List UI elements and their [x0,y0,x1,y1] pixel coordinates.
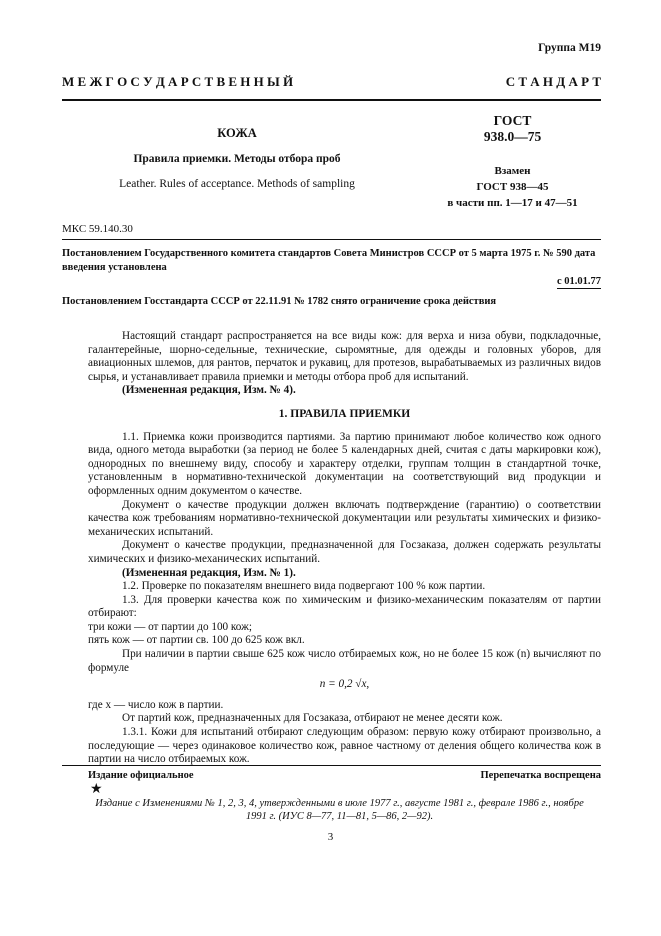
clause-1-3-1: 1.3.1. Кожи для испытаний отбирают следующим образом: первую кожу отбирают произвольно, а последующие — через одинаковое количество кож, равное частному от деления общего количества кож в партии на число отбираемых кож. [88,726,601,766]
sample-formula: n = 0,2 √x, [319,678,370,691]
clause-1-1-state-order: Документ о качестве продукции, предназначенной для Госзаказа, должен содержать результаты химических и физико-механических испытаний. [88,539,601,565]
intro-paragraph: Настоящий стандарт распространяется на все виды кож: для верха и низа обуви, подкладочные, галантерейные, шорно-седельные, технические, сыромятные, для одежды и головных уборов, для авиационных шлемов, для рантов, перчаток и рукавиц, для протезов, вырабатываемых из различных видов сырья, и устанавливает правила приемки и методы отбора проб для испытаний. [88,330,601,383]
star-icon: ★ [90,782,103,797]
amendment-note-4: (Измененная редакция, Изм. № 4). [122,384,296,397]
mks-code: МКС 59.140.30 [62,223,133,235]
gost-designation [425,113,600,145]
clause-1-3-formula-intro: При наличии в партии свыше 625 кож число отбираемых кож, но не более 15 кож (n) вычисляют по формуле [88,648,601,674]
group-code: Группа М19 [538,42,601,54]
clause-1-3: 1.3. Для проверки качества кож по химическим и физико-механическим показателям от партии отбирают: [88,593,601,620]
gost-number: 938.0—75 [483,129,542,144]
gost-label: ГОСТ [493,113,532,128]
banner-word-interstate: М Е Ж Г О С У Д А Р С Т В Е Н Н Ы Й [62,74,294,89]
amendment-note-1: (Измененная редакция, Изм. № 1). [122,566,296,579]
official-edition-label: Издание официальное [88,770,194,781]
footer-rule [62,765,601,766]
decree-term-removal: Постановлением Госстандарта СССР от 22.11.91 № 1782 снято ограничение срока действия [62,296,497,307]
replace-label: Взамен [494,165,531,177]
meta-rule [62,239,601,240]
clause-1-3-state-order: От партий кож, предназначенных для Госзаказа, отбирают не менее десяти кож. [122,712,503,725]
document-subtitle-ru: Правила приемки. Методы отбора проб [133,153,341,165]
section-heading: 1. ПРАВИЛА ПРИЕМКИ [278,407,411,420]
clause-1-2: 1.2. Проверке по показателям внешнего вида подвергают 100 % кож партии. [122,580,486,593]
decree-introduction: Постановлением Государственного комитета стандартов Совета Министров СССР от 5 марта 1975 г. № 590 дата введения установлена [62,248,596,273]
clause-1-1: 1.1. Приемка кожи производится партиями. За партию принимают любое количество кож одного вида, одного метода выработки (за период не более 5 календарных дней, считая с даты маркировки кож), однородных по внешнему виду, способу и характеру отделки, группам толщин в стандартной точке, установленным в нормативно-технической документации на соответствующий вид продукции и оформленных одним документом о качестве. [88,430,601,497]
replace-gost: ГОСТ 938—45 [476,181,549,193]
page-number: 3 [327,831,334,843]
document-body [88,330,601,767]
clause-1-3-item-a: три кожи — от партии до 100 кож; [88,620,252,633]
reprint-prohibited-label: Перепечатка воспрещена [480,770,601,781]
banner-word-standard: С Т А Н Д А Р Т [505,74,601,89]
document-subtitle-en: Leather. Rules of acceptance. Methods of sampling [119,178,355,190]
header-rule [62,99,601,101]
replacement-info [425,163,600,211]
edition-changes-note: Издание с Изменениями № 1, 2, 3, 4, утвержденными в июле 1977 г., августе 1981 г., феврале 1986 г., ноябре 1991 г. (ИУС 8—77, 11—81, 5—86, 2—92). [95,798,584,822]
clause-1-3-item-b: пять кож — от партии св. 100 до 625 кож вкл. [88,634,305,647]
document-title: КОЖА [217,126,257,140]
standard-banner [62,74,601,90]
replace-parts: в части пп. 1—17 и 47—51 [447,197,578,209]
introduction-date: с 01.01.77 [556,276,601,287]
formula-definition: где x — число кож в партии. [88,698,224,711]
clause-1-1-quality-doc: Документ о качестве продукции должен включать подтверждение (гарантию) о соответствии качества кож требованиям нормативно-технической документации или результаты химических и физико-механических испытаний. [88,498,601,538]
